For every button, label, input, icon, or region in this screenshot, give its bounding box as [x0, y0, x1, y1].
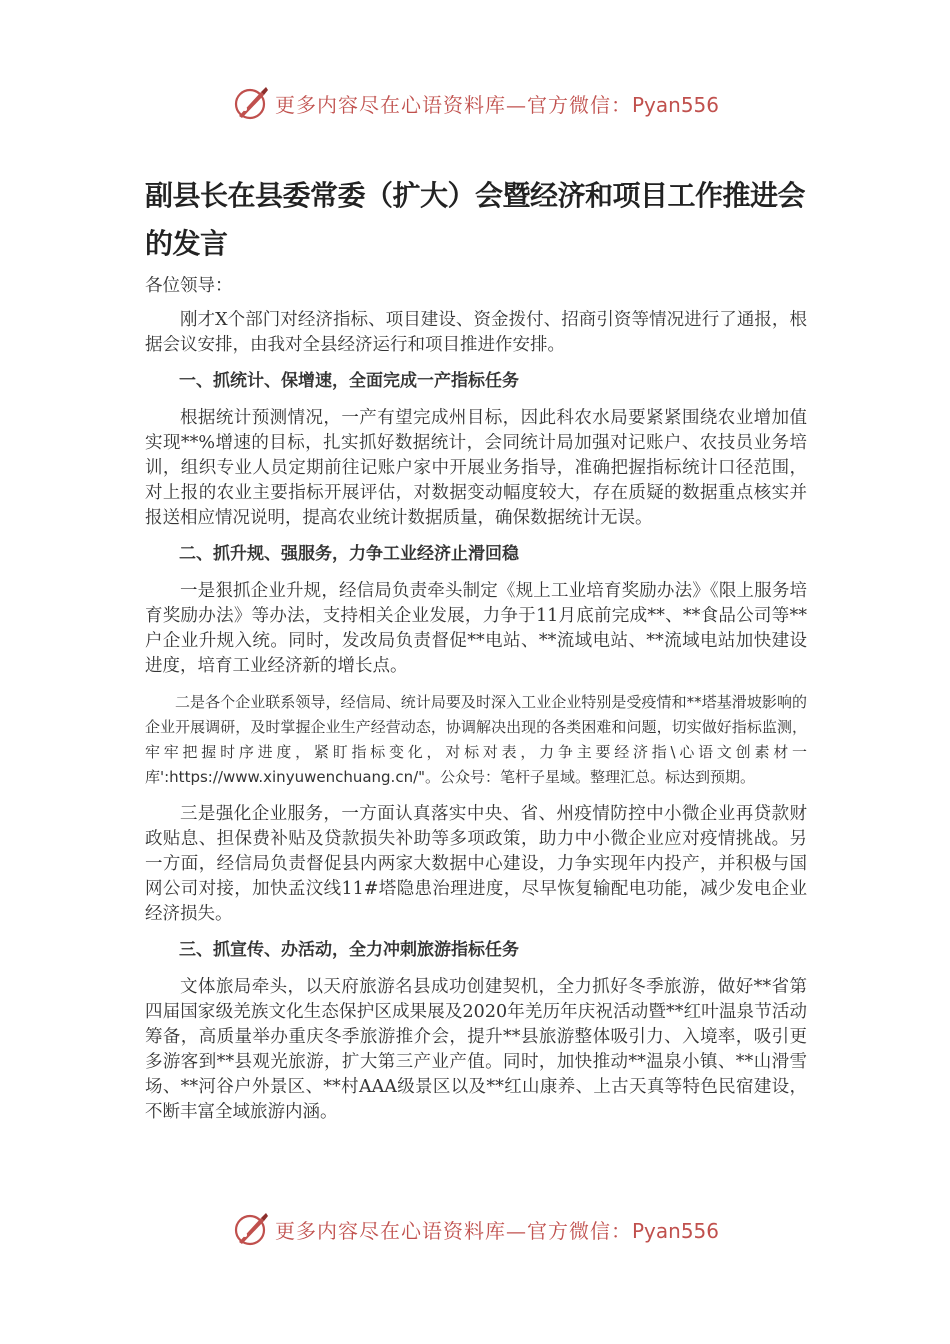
document-body	[145, 172, 807, 1136]
banner-wechat-id: Pyan556	[631, 1218, 719, 1243]
footer-watermark-banner	[0, 1206, 950, 1252]
banner-text: 更多内容尽在心语资料库—官方微信：Pyan556	[274, 92, 719, 117]
section-2-paragraph-1: 一是狠抓企业升规，经信局负责牵头制定《规上工业培育奖励办法》《限上服务培育奖励办法》等办法，支持相关企业发展，力争于11月底前完成**、**食品公司等**户企业升规入统。同时，发改局负责督促**电站、**流域电站、**流域电站加快建设进度，培育工业经济新的增长点。	[145, 581, 807, 676]
section-2-paragraph-3: 三是强化企业服务，一方面认真落实中央、省、州疫情防控中小微企业再贷款财政贴息、担保费补贴及贷款损失补助等多项政策，助力中小微企业应对疫情挑战。另一方面，经信局负责督促县内两家大数据中心建设，力争实现年内投产，并积极与国网公司对接，加快孟汶线11#塔隐患治理进度，尽早恢复输配电功能，减少发电企业经济损失。	[145, 804, 807, 924]
section-3-paragraph-1: 文体旅局牵头，以天府旅游名县成功创建契机，全力抓好冬季旅游，做好**省第四届国家级羌族文化生态保护区成果展及2020年羌历年庆祝活动暨**红叶温泉节活动筹备，高质量举办重庆冬季旅游推介会，提升**县旅游整体吸引力、入境率，吸引更多游客到**县观光旅游，扩大第三产业产值。同时，加快推动**温泉小镇、**山滑雪场、**河谷户外景区、**村AAA级景区以及**红山康养、上古天真等特色民宿建设，不断丰富全域旅游内涵。	[145, 977, 807, 1122]
document-title: 副县长在县委常委（扩大）会暨经济和项目工作推进会的发言	[145, 179, 806, 260]
section-heading-3: 三、抓宣传、办活动，全力冲刺旅游指标任务	[179, 940, 519, 960]
section-2-paragraph-2: 二是各个企业联系领导，经信局、统计局要及时深入工业企业特别是受疫情和**塔基滑坡影响的企业开展调研，及时掌握企业生产经营动态，协调解决出现的各类困难和问题，切实做好指标监测，牢牢把握时序进度，紧盯指标变化，对标对表，力争主要经济指\心语文创素材一库':https://www.xinyuwenchuang.cn/"。公众号：笔杆子星域。整理汇总。标达到预期。	[145, 693, 807, 786]
pen-logo-icon	[231, 83, 271, 123]
intro-paragraph: 刚才X个部门对经济指标、项目建设、资金拨付、招商引资等情况进行了通报，根据会议安排，由我对全县经济运行和项目推进作安排。	[145, 310, 807, 355]
salutation: 各位领导：	[145, 276, 233, 296]
pen-logo-icon	[231, 1209, 271, 1249]
banner-wechat-id: Pyan556	[631, 92, 719, 117]
section-heading-2: 二、抓升规、强服务，力争工业经济止滑回稳	[179, 544, 519, 564]
section-1-paragraph-1: 根据统计预测情况，一产有望完成州目标，因此科农水局要紧紧围绕农业增加值实现**%增速的目标，扎实抓好数据统计，会同统计局加强对记账户、农技员业务培训，组织专业人员定期前往记账户家中开展业务指导，准确把握指标统计口径范围，对上报的农业主要指标开展评估，对数据变动幅度较大，存在质疑的数据重点核实并报送相应情况说明，提高农业统计数据质量，确保数据统计无误。	[145, 408, 807, 528]
banner-text: 更多内容尽在心语资料库—官方微信：Pyan556	[274, 1218, 719, 1243]
header-watermark-banner	[0, 80, 950, 126]
section-heading-1: 一、抓统计、保增速，全面完成一产指标任务	[179, 371, 519, 391]
